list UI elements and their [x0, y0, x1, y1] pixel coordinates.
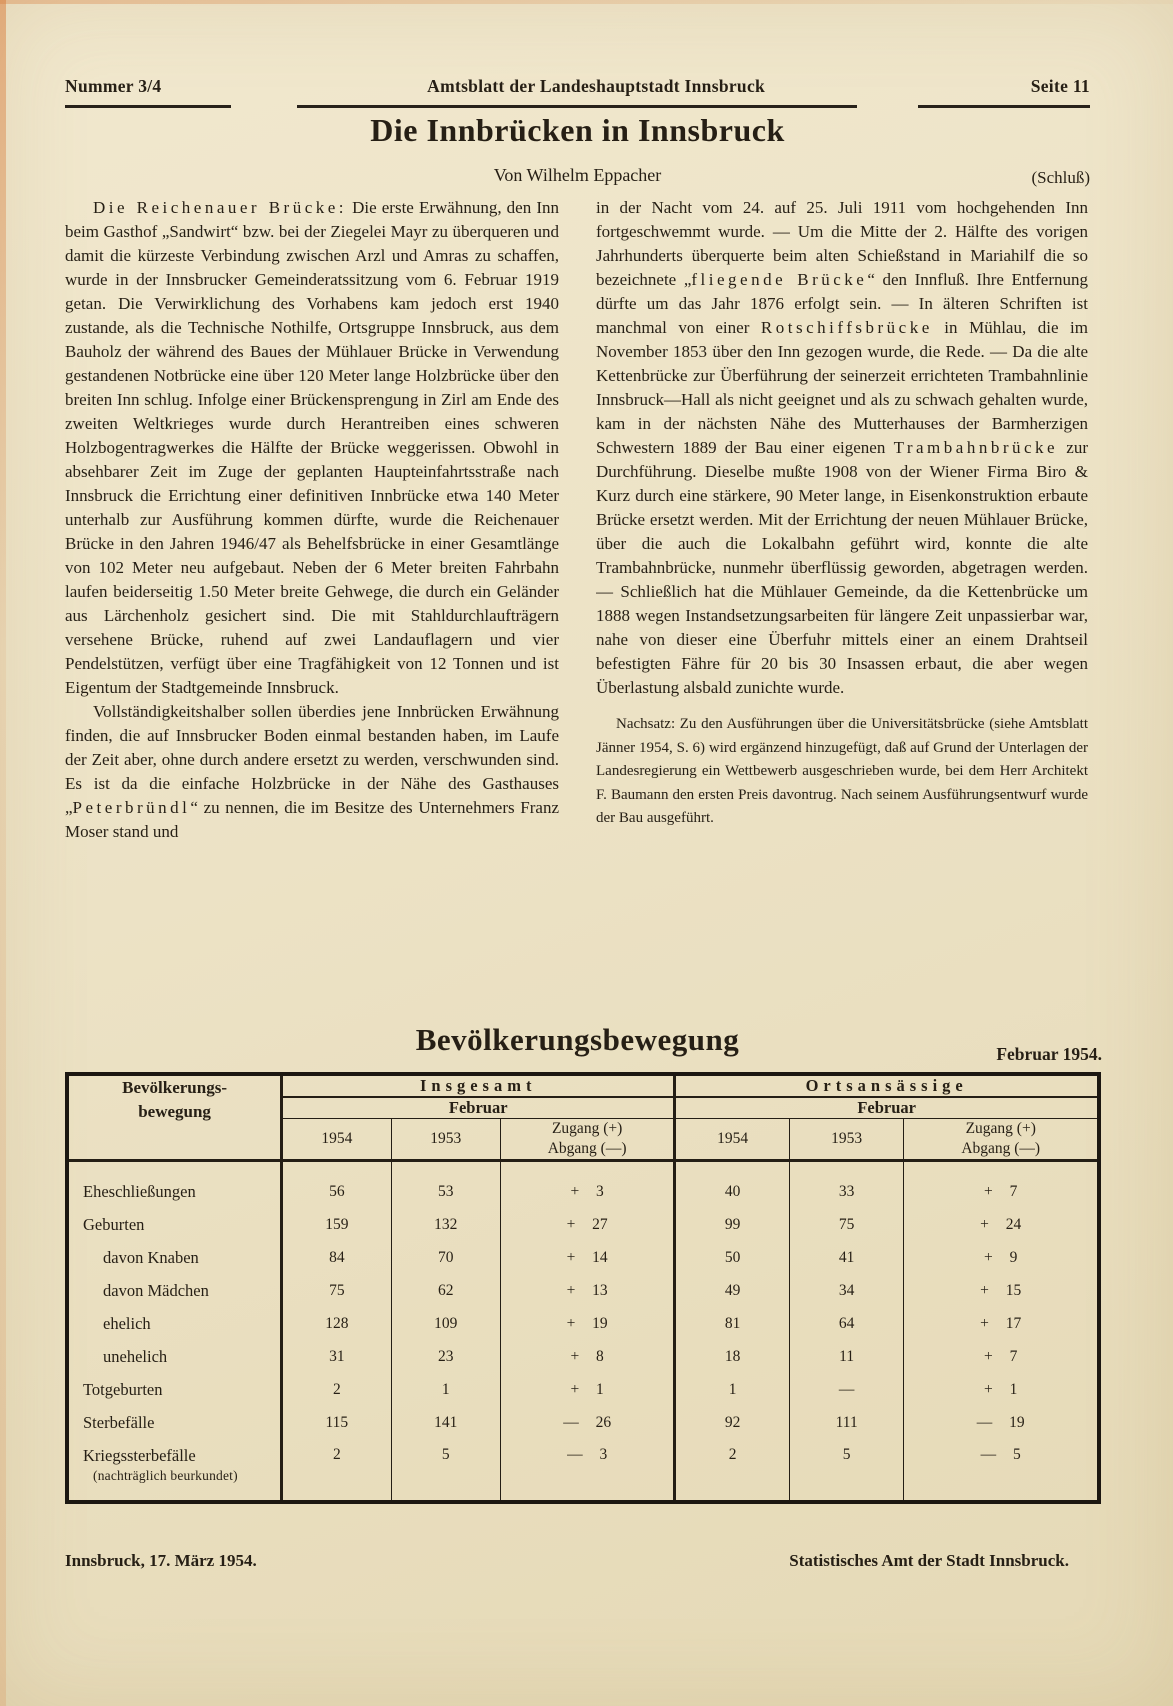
- diff-header-line1: Zugang (+): [965, 1120, 1036, 1137]
- table-cell: 1: [391, 1374, 500, 1407]
- diff-header-line2: Abgang (—): [961, 1140, 1041, 1158]
- table-cell: + 15: [980, 1282, 1022, 1300]
- table-cell: — 19: [976, 1414, 1025, 1432]
- body-text: zur Durchführung. Dieselbe mußte 1908 von der Wiener Firma Biro & Kurz durch eine stärkere, 90 Meter lange, in Eisenkonstruktion erbaute Brücke ersetzt werden. Mit der Errichtung der neuen Mühlauer Brücke, über die auch die Lokalbahn geführt wird, konnte die alte Trambahnbrücke, nunmehr überflüssig geworden, abgetragen werden. — Schließlich hat die Mühlauer Gemeinde, da die Kettenbrücke um 1888 wegen Instandsetzungsarbeiten für längere Zeit unpassierbar war, nahe von dieser eine Überfuhr mittels einer an einem Drahtseil befestigten Fähre für 20 bis 30 Insassen erbaut, die aber wegen Überlastung alsbald zunichte wurde.: [596, 438, 1088, 697]
- row-label-text: Sterbefälle: [83, 1413, 155, 1433]
- table-row: [67, 1440, 1099, 1502]
- row-label-text: Geburten: [83, 1215, 145, 1235]
- table-cell: 2: [282, 1440, 391, 1502]
- row-label-text: Eheschließungen: [83, 1182, 196, 1202]
- table-cell: + 7: [984, 1348, 1018, 1366]
- table-footer: [65, 1551, 1101, 1571]
- emphasized-text: Trambahnbrücke: [893, 438, 1059, 457]
- table-cell: 1: [675, 1374, 790, 1407]
- table-cell: — 26: [500, 1407, 674, 1440]
- article-paragraph: [65, 700, 559, 844]
- table-row: [67, 1161, 1099, 1210]
- stats-date-label: Februar 1954.: [996, 1044, 1102, 1064]
- table-cell: 49: [675, 1275, 790, 1308]
- footer-place-date: Innsbruck, 17. März 1954.: [65, 1551, 257, 1570]
- table-cell: 75: [282, 1275, 391, 1308]
- diff-header-line1: Zugang (+): [551, 1120, 623, 1137]
- population-table: [65, 1072, 1101, 1504]
- column-group-insgesamt: Insgesamt: [282, 1074, 675, 1097]
- emphasized-text: Peterbründl: [72, 798, 191, 817]
- article-paragraph: [596, 713, 1088, 831]
- diff-header-line2: Abgang (—): [547, 1140, 627, 1158]
- body-text: “ zu nennen, die im Besitze des Unternehmers Franz Moser stand und: [65, 798, 559, 841]
- row-label-text: davon Knaben: [103, 1248, 199, 1268]
- month-header-insgesamt: Februar: [282, 1097, 675, 1119]
- table-cell: 92: [675, 1407, 790, 1440]
- article-byline: Von Wilhelm Eppacher: [493, 165, 662, 185]
- table-cell: 70: [391, 1242, 500, 1275]
- table-row: [67, 1242, 1099, 1275]
- table-row: [67, 1275, 1099, 1308]
- article-continuation-note: (Schluß): [1031, 168, 1090, 187]
- table-cell: 40: [675, 1161, 790, 1210]
- row-header-cell: [67, 1074, 282, 1161]
- table-cell: 5: [391, 1440, 500, 1502]
- top-edge-tint: [0, 0, 1173, 4]
- row-label-text: unehelich: [103, 1347, 168, 1367]
- table-cell: 111: [789, 1407, 904, 1440]
- table-cell: + 27: [500, 1209, 674, 1242]
- table-cell: 115: [282, 1407, 391, 1440]
- row-label-text: Totgeburten: [83, 1380, 163, 1400]
- year-header-1954: 1954: [282, 1119, 391, 1161]
- issue-number: Nummer 3/4: [65, 76, 162, 96]
- table-cell: 159: [282, 1209, 391, 1242]
- group-header-row: [67, 1074, 1099, 1097]
- header-rule-center: [297, 105, 857, 108]
- table-cell: 75: [789, 1209, 904, 1242]
- article-column-right: [596, 196, 1088, 1036]
- row-label-text: davon Mädchen: [103, 1281, 209, 1301]
- row-label-text: Kriegssterbefälle: [83, 1446, 196, 1466]
- emphasized-text: Die Reichenauer Brücke:: [93, 198, 348, 217]
- table-cell: 41: [789, 1242, 904, 1275]
- table-cell: 84: [282, 1242, 391, 1275]
- table-row: [67, 1407, 1099, 1440]
- body-text: in der Nacht vom 24. auf 25. Juli 1911 vom hochgehenden Inn fortgeschwemmt wurde. — Um die Mitte der 2. Hälfte des vorigen Jahrhunderts überquerte beim alten Schießstand in Mariahilf die so bezeichnete „: [596, 198, 1088, 289]
- gazette-title: Amtsblatt der Landeshauptstadt Innsbruck: [427, 76, 766, 96]
- byline-row: [65, 165, 1090, 186]
- table-cell: 56: [282, 1161, 391, 1210]
- table-row: [67, 1308, 1099, 1341]
- body-text: Die erste Erwähnung, den Inn beim Gasthof „Sandwirt“ bzw. bei der Ziegelei Mayr zu überqueren und damit die kürzeste Verbindung zwischen Arzl und Amras zu schaffen, wurde in der Innsbrucker Gemeinderatssitzung vom 6. Februar 1919 getan. Die Verwirklichung des Vorhabens kam jedoch erst 1940 zustande, als die Technische Nothilfe, Ortsgruppe Innsbruck, aus dem Bauholz der während des Baues der Mühlauer Brücke in Verwendung gestandenen Notbrücke eine über 120 Meter lange Holzbrücke über den breiten Inn schlug. Infolge einer Brückensprengung in Zirl am Ende des zweiten Weltkrieges wurde durch Herantreiben eines schweren Holzbogentragwerkes die Hälfte der Brücke weggerissen. Obwohl in absehbarer Zeit im Zuge der geplanten Haupteinfahrtsstraße nach Innsbruck die Errichtung einer definitiven Innbrücke etwa 140 Meter unterhalb zur Ausführung kommen dürfte, wurde die Reichenauer Brücke in den Jahren 1946/47 als Behelfsbrücke in einer Gesamtlänge von 102 Meter neu aufgebaut. Neben der 6 Meter breiten Fahrbahn laufen beiderseitig 1.50 Meter breite Gehwege, die durch ein Geländer aus Lärchenholz gesichert sind. Die mit Stahldurchlaufträgern versehene Brücke, ruhend auf zwei Landauflagern und vier Pendelstützen, verfügt über eine Tragfähigkeit von 12 Tonnen und ist Eigentum der Stadtgemeinde Innsbruck.: [65, 198, 559, 697]
- article-column-left: [65, 196, 559, 1036]
- diff-header-insgesamt: [500, 1119, 674, 1161]
- diff-header-ortsansaessige: [904, 1119, 1099, 1161]
- article-title: Die Innbrücken in Innsbruck: [370, 112, 785, 148]
- table-cell: 2: [282, 1374, 391, 1407]
- body-text: Vollständigkeitshalber sollen überdies jene Innbrücken Erwähnung finden, die auf Innsbrucker Boden einmal bestanden haben, im Laufe der Zeit aber, ohne durch andere ersetzt zu werden, verschwunden sind. Es ist da die einfache Holzbrücke in der Nähe des Gasthauses „: [65, 702, 559, 817]
- footer-issuer: Statistisches Amt der Stadt Innsbruck.: [789, 1551, 1069, 1570]
- table-cell: 33: [789, 1161, 904, 1210]
- page-number: Seite 11: [1030, 76, 1090, 96]
- table-cell: 5: [789, 1440, 904, 1502]
- table-row: [67, 1374, 1099, 1407]
- population-table-wrap: [65, 1072, 1101, 1504]
- table-cell: 2: [675, 1440, 790, 1502]
- year-header-1954: 1954: [675, 1119, 790, 1161]
- table-body: [67, 1161, 1099, 1503]
- row-label: [67, 1161, 282, 1210]
- month-header-ortsansaessige: Februar: [675, 1097, 1099, 1119]
- row-label: [67, 1341, 282, 1374]
- table-cell: + 9: [984, 1249, 1018, 1267]
- table-head: [67, 1074, 1099, 1161]
- table-cell: + 1: [500, 1374, 674, 1407]
- table-cell: 81: [675, 1308, 790, 1341]
- article-paragraph: [596, 196, 1088, 700]
- masthead: [65, 76, 1090, 97]
- table-cell: —: [789, 1374, 904, 1407]
- stats-title: Bevölkerungsbewegung: [415, 1022, 740, 1057]
- row-label: [67, 1209, 282, 1242]
- table-cell: + 13: [500, 1275, 674, 1308]
- left-edge-tint: [0, 0, 6, 1706]
- table-cell: 11: [789, 1341, 904, 1374]
- table-cell: 23: [391, 1341, 500, 1374]
- table-cell: 53: [391, 1161, 500, 1210]
- row-label-text: ehelich: [103, 1314, 151, 1334]
- header-rule-left: [65, 105, 231, 108]
- table-cell: 18: [675, 1341, 790, 1374]
- column-group-ortsansaessige: Ortsansässige: [675, 1074, 1099, 1097]
- table-cell: + 19: [500, 1308, 674, 1341]
- table-cell: + 1: [984, 1381, 1018, 1399]
- table-cell: 132: [391, 1209, 500, 1242]
- row-label: [67, 1308, 282, 1341]
- table-cell: 31: [282, 1341, 391, 1374]
- body-text: Nachsatz: Zu den Ausführungen über die Universitätsbrücke (siehe Amtsblatt Jänner 1954, S. 6) wird ergänzend hinzugefügt, daß auf Grund der Unterlagen der Landesregierung ein Wettbewerb ausgeschrieben wurde, bei dem Herr Architekt F. Baumann den ersten Preis davontrug. Nach seinem Ausführungsentwurf wurde der Bau ausgeführt.: [596, 716, 1088, 826]
- table-cell: 99: [675, 1209, 790, 1242]
- emphasized-text: Rotschiffsbrücke: [760, 318, 933, 337]
- table-cell: 50: [675, 1242, 790, 1275]
- body-text: “ den Innfluß. Ihre Entfernung dürfte um das Jahr 1876 erfolgt sein. — In älteren Schriften ist manchmal von einer: [596, 270, 1088, 337]
- year-header-1953: 1953: [391, 1119, 500, 1161]
- table-cell: 34: [789, 1275, 904, 1308]
- header-rule-right: [918, 105, 1090, 108]
- table-cell: + 3: [500, 1161, 674, 1210]
- table-cell: 141: [391, 1407, 500, 1440]
- table-cell: 64: [789, 1308, 904, 1341]
- table-cell: + 8: [500, 1341, 674, 1374]
- table-cell: + 17: [980, 1315, 1022, 1333]
- table-row: [67, 1341, 1099, 1374]
- row-label: [67, 1440, 282, 1502]
- row-label: [67, 1374, 282, 1407]
- table-cell: + 7: [984, 1183, 1018, 1201]
- article-paragraph: [65, 196, 559, 700]
- body-text: in Mühlau, die im November 1853 über den Inn gezogen wurde, die Rede. — Da die alte Kettenbrücke zur Überführung der seinerzeit errichteten Trambahnlinie Innsbruck—Hall als nicht geeignet und als zu schwach gehalten wurde, kam in der nächsten Nähe des Mutterhauses der Barmherzigen Schwestern 1889 der Bau einer eigenen: [596, 318, 1088, 457]
- table-cell: 128: [282, 1308, 391, 1341]
- row-label: [67, 1407, 282, 1440]
- table-cell: — 5: [980, 1446, 1021, 1464]
- year-header-1953: 1953: [789, 1119, 904, 1161]
- emphasized-text: fliegende Brücke: [691, 270, 868, 289]
- row-label-note: (nachträglich beurkundet): [93, 1468, 238, 1484]
- table-cell: 62: [391, 1275, 500, 1308]
- table-cell: 109: [391, 1308, 500, 1341]
- row-header-line1: Bevölkerungs-: [122, 1078, 227, 1097]
- row-label: [67, 1275, 282, 1308]
- table-cell: + 14: [500, 1242, 674, 1275]
- table-row: [67, 1209, 1099, 1242]
- row-label: [67, 1242, 282, 1275]
- table-cell: + 24: [980, 1216, 1022, 1234]
- table-cell: — 3: [500, 1440, 674, 1502]
- row-header-line2: bewegung: [138, 1101, 211, 1121]
